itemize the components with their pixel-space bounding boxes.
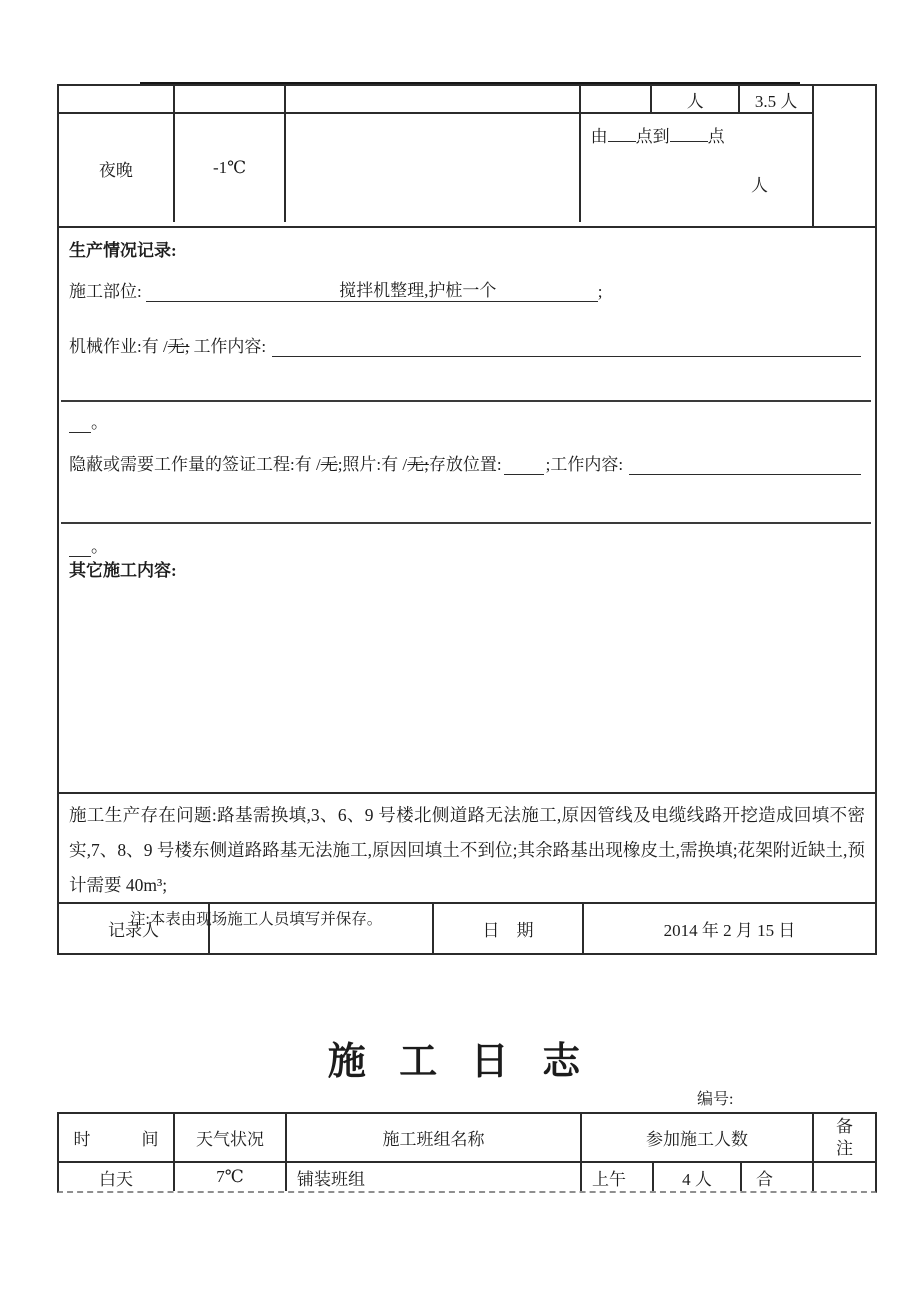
bottom-log-table (57, 1112, 877, 1193)
duration-from: 由 (590, 127, 608, 146)
weather-rows (59, 86, 875, 226)
other-work-heading: 其它施工内容: (69, 561, 177, 580)
machine-work-content-label: 工作内容: (193, 337, 267, 356)
machine-work-struck-none: 无; (167, 337, 190, 356)
duration-mid: 点到 (635, 127, 670, 146)
cell-duration (581, 114, 812, 222)
hidden-work-struck-none-2: 无; (407, 455, 429, 474)
duration-persons: 人 (751, 176, 768, 195)
continuation-rule-2 (61, 522, 871, 524)
cell-empty (581, 86, 653, 112)
hidden-work-line (69, 450, 865, 475)
header-weather: 天气状况 (175, 1114, 287, 1161)
cell-morning-count: 4 人 (654, 1163, 742, 1191)
recorder-label-cell: 记录人 (59, 904, 210, 953)
construction-part-end: ; (597, 282, 603, 301)
header-time: 时 间 (59, 1114, 175, 1161)
cell-day-temp: 7℃ (175, 1163, 287, 1191)
serial-number-label: 编号: (697, 1091, 734, 1108)
footnote: 注:本表由现场施工人员填写并保存。 (130, 911, 383, 928)
top-log-table (57, 84, 877, 955)
date-label-cell: 日 期 (434, 904, 584, 953)
cell-remark-empty (814, 1163, 875, 1191)
machine-work-label: 机械作业:有 / (69, 337, 168, 356)
row-partial (59, 86, 812, 114)
duration-blank-1 (608, 126, 636, 142)
cell-persons-total: 3.5 人 (754, 91, 798, 111)
construction-part-value: 搅拌机整理,护桩一个 (146, 276, 598, 302)
hidden-work-storage-blank (504, 459, 544, 475)
production-record-cell (59, 226, 875, 792)
cell-period-day: 白天 (59, 1163, 175, 1191)
header-remark (814, 1114, 875, 1161)
duration-end: 点 (707, 127, 725, 146)
cell-night-temp: -1℃ (175, 114, 287, 222)
hidden-work-struck-none-1: 无 (320, 455, 338, 474)
production-record-heading: 生产情况记录: (69, 241, 177, 260)
sentence-end-1 (69, 408, 865, 433)
sentence-end-dot-1: 。 (91, 413, 108, 432)
cell-empty (286, 114, 580, 222)
duration-text (591, 122, 725, 147)
machine-work-blank-line (272, 341, 861, 357)
cell-total-label: 合 (742, 1163, 814, 1191)
header-remark-text: 备注 (836, 1116, 853, 1158)
cell-period-night: 夜晚 (59, 114, 175, 222)
construction-part-label: 施工部位: (69, 282, 142, 301)
duration-blank-2 (670, 126, 708, 142)
cell-empty (59, 86, 175, 112)
hidden-work-content-label: ;工作内容: (545, 455, 624, 474)
sentence-end-dot-2: 。 (91, 537, 108, 556)
header-worker-count: 参加施工人数 (582, 1114, 814, 1161)
cell-empty (175, 86, 287, 112)
bottom-header-row (59, 1114, 875, 1163)
machine-work-line (69, 332, 865, 357)
hidden-work-blank-line (629, 459, 861, 475)
row-night (59, 114, 812, 222)
production-problems-cell: 施工生产存在问题:路基需换填,3、6、9 号楼北侧道路无法施工,原因管线及电缆线路开挖造成回填不密实,7、8、9 号楼东侧道路路基无法施工,原因回填土不到位;其余路基出现橡皮土,需换填;花架附近缺土,预计需要 40m³; (59, 792, 875, 902)
sentence-end-blank-2 (69, 541, 91, 557)
cell-empty (286, 86, 580, 112)
date-value-cell: 2014 年 2 月 15 日 (663, 921, 796, 940)
header-team-name: 施工班组名称 (287, 1114, 582, 1161)
cell-persons-unit: 人 (652, 86, 740, 112)
hidden-work-storage-label: 存放位置: (428, 455, 502, 474)
continuation-rule-1 (61, 400, 871, 402)
sentence-end-blank-1 (69, 417, 91, 433)
construction-part-line (69, 276, 865, 302)
hidden-work-label: 隐蔽或需要工作量的签证工程:有 / (69, 455, 321, 474)
bottom-data-row (59, 1163, 875, 1191)
cell-team-name: 铺装班组 (287, 1163, 582, 1191)
weather-rows-left (59, 86, 814, 226)
hidden-work-photo-label: ;照片:有 / (337, 455, 408, 474)
page-title: 施 工 日 志 (327, 1041, 593, 1083)
sentence-end-2 (69, 532, 865, 557)
cell-remark-merged (814, 86, 875, 226)
cell-morning-label: 上午 (582, 1163, 654, 1191)
